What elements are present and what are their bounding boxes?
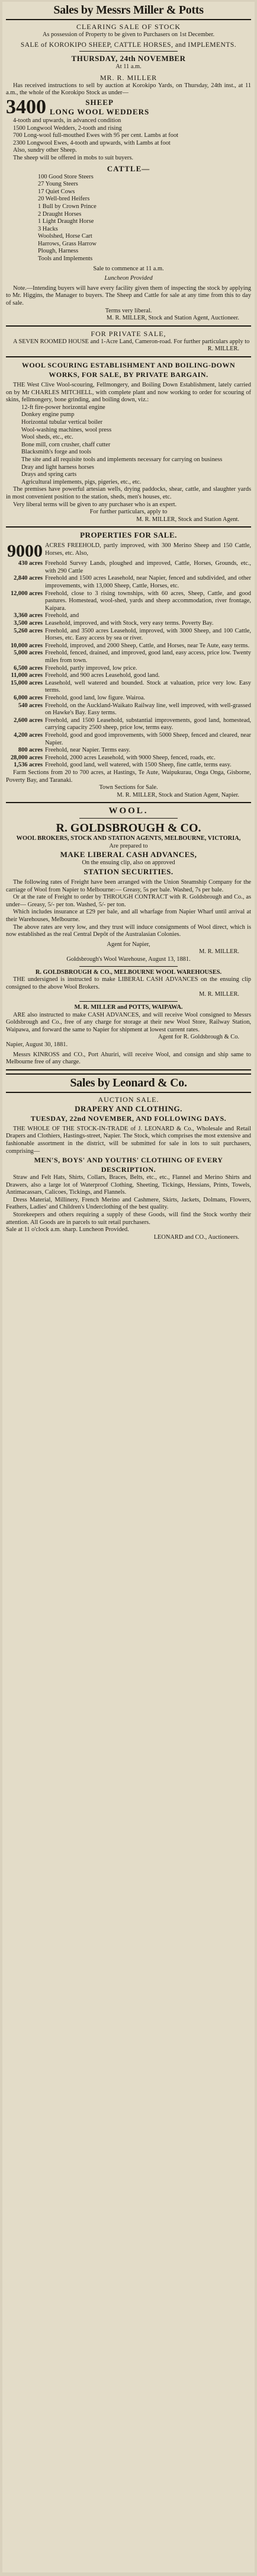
sheep-lines xyxy=(6,117,251,162)
lot-acres: 12,000 acres xyxy=(10,590,43,597)
sheep-block xyxy=(6,97,251,117)
lot-description: Freehold, and 900 acres Leasehold, good land. xyxy=(45,672,160,679)
property-lot xyxy=(6,672,251,680)
lot-acres: 3,360 acres xyxy=(14,612,43,619)
leonard-body-2: Straw and Felt Hats, Shirts, Collars, Braces, Belts, etc., etc., Flannel and Merino Shirts and Drawers, also a large lot of Waterproof Clothing, Sheeting, Tickings, Hessians, Prints, Towels, Antimacassars, Calicoes, Tickings, and Flannels. xyxy=(6,1174,251,1196)
leonard-body-3: Dress Material, Millinery, French Merino and Cashmere, Skirts, Jackets, Dolmans, Flowers, Feathers, Ladies' and Children's Underclothing of the best quality. xyxy=(6,1196,251,1211)
wool-scouring-body-3: Very liberal terms will be given to any purchaser who is an expert. xyxy=(13,501,177,508)
mens-clothing: MEN'S, BOYS' AND YOUTHS' CLOTHING OF EVERY DESCRIPTION. xyxy=(34,1156,223,1174)
lot-description: Leasehold, improved, and with Stock, very easy terms. Poverty Bay. xyxy=(45,620,214,627)
instructions: Has received instructions to sell by auction at Korokipo Yards, on Thursday, 24th inst., at 11 a.m., the whole of the Korokipo Stock as under— xyxy=(6,82,251,97)
signature-3: M. R. MILLER, Stock and Station Agent. xyxy=(136,516,239,523)
cattle-item: 20 Well-bred Heifers xyxy=(38,196,90,203)
signature-2: R. MILLER. xyxy=(207,346,239,353)
signature-1: M. R. MILLER, Stock and Station Agent, Auctioneer. xyxy=(107,315,239,322)
lot-description: Freehold, good land, well watered, with 1500 Sheep, fine cattle, terms easy. xyxy=(45,762,232,769)
wool-scouring-head: WOOL SCOURING ESTABLISHMENT AND BOILING-DOWN WORKS, FOR SALE, BY PRIVATE BARGAIN. xyxy=(21,361,236,379)
sale-time: At 11 a.m. xyxy=(115,63,142,71)
property-lot xyxy=(6,755,251,762)
auction-sale: AUCTION SALE. xyxy=(98,1095,159,1104)
lot-acres: 3,500 acres xyxy=(14,620,43,627)
cattle-item: Plough, Harness xyxy=(38,248,79,255)
sale-note: Note.—Intending buyers will have every facility given them of inspecting the stock by applying to Mr. Higgins, the Manager to buyers. The Sheep and Cattle for sale at any time from this to day of sale. xyxy=(6,285,251,307)
cattle-item: Woolshed, Horse Cart xyxy=(38,233,92,240)
lot-description: Freehold, partly improved, low price. xyxy=(45,664,137,672)
lot-description: Freehold, close to 3 rising townships, with 60 acres, Sheep, Cattle, and good pastures. Homestead, wool-shed, yards and sheep accommodation, river frontage, Kaipara. xyxy=(45,590,251,612)
wool-scouring-further: For further particulars, apply to xyxy=(89,509,168,516)
lot-description: Leasehold, well watered and bounded. Stock at valuation, price very low. Easy terms. xyxy=(45,679,251,694)
leonard-header: Sales by Leonard & Co. xyxy=(6,1073,251,1093)
lot-description: Freehold, and 3500 acres Leasehold, improved, with 3000 Sheep, and 100 Cattle, Horses, etc. Easy access by sea or river. xyxy=(45,627,251,642)
leonard-body-4: Storekeepers and others requiring a supply of these Goods, will find the Stock worthy their attention. All Goods are in parcels to suit retail purchasers. xyxy=(6,1212,251,1226)
leonard-body: THE WHOLE OF THE STOCK-IN-TRADE of J. LEONARD & Co., Wholesale and Retail Drapers and Clothiers, Hastings-street, Napier. The Stock, which comprises the most extensive and fashionable assortment in the district, will be submitted for sale in lots to suit purchasers, comprising— xyxy=(6,1125,251,1155)
property-lot xyxy=(6,665,251,673)
lot-acres: 6,000 acres xyxy=(14,694,43,701)
sheep-line: 2300 Longwool Ewes, 4-tooth and upwards, with Lambs at foot xyxy=(13,139,171,146)
lot-acres: 11,000 acres xyxy=(11,672,43,679)
works-item: Donkey engine pump xyxy=(21,411,75,418)
waipawa-advances: ARE also instructed to make CASH ADVANCES, and will receive Wool consigned to Messrs Goldsbrough and Co., free of any charge for storage at their new Wool Store, Railway Station, Waipawa, and forward the same to Napier for shipment at lowest current rates. xyxy=(6,1011,251,1033)
sheep-number: 3400 xyxy=(6,95,46,118)
lot-description: Freehold, good land, low figure. Wairoa. xyxy=(45,694,145,701)
sale-date: THURSDAY, 24th NOVEMBER xyxy=(71,54,186,63)
cattle-item: 2 Draught Horses xyxy=(38,210,82,218)
lot-description: Freehold Survey Lands, ploughed and improved, Cattle, Horses, Grounds, etc., with 290 Cattle xyxy=(45,560,251,574)
signature-5: M. R. MILLER. xyxy=(199,991,239,998)
lot-acres: 430 acres xyxy=(18,560,43,567)
property-lot xyxy=(6,747,251,755)
sheep-caption: SHEEP xyxy=(85,97,114,107)
sale-commence: Sale to commence at 11 a.m. xyxy=(93,265,164,272)
property-lot xyxy=(6,620,251,628)
freight-contract: Or at the rate of Freight to order by THROUGH CONTRACT with R. Goldsbrough and Co., as under— Greasy, 5/- per ton. Washed, 5/- per ton. xyxy=(6,894,251,908)
works-item: Blacksmith's forge and tools xyxy=(21,449,91,456)
goldsbrough-firm: R. GOLDSBROUGH & CO. xyxy=(56,822,201,835)
cattle-item: Tools and Implements xyxy=(38,255,93,263)
lot-description: Freehold and 1500 acres Leasehold, near Napier, fenced and subdivided, and other improvements, with 13,000 Sheep, Cattle, Horses, etc. xyxy=(45,575,251,590)
works-item: Drays and spring carts xyxy=(21,471,77,478)
works-item: Agricultural implements, pigs, pigeries, etc., etc. xyxy=(21,478,142,485)
sheep-line: 4-tooth and upwards, in advanced condition xyxy=(13,117,121,124)
leonard-date: TUESDAY, 22nd NOVEMBER, AND FOLLOWING DAYS. xyxy=(30,1114,227,1123)
goldsbrough-sub: WOOL BROKERS, STOCK AND STATION AGENTS, MELBOURNE, VICTORIA, xyxy=(16,835,241,842)
luncheon: Luncheon Provided xyxy=(104,275,153,282)
undersigned-advances: THE undersigned is instructed to make LIBERAL CASH ADVANCES on the ensuing clip consigned to the above Wool Brokers. xyxy=(6,976,251,990)
agent-label: Agent for Napier, xyxy=(107,941,150,948)
clear-sub: As possession of Property to be given to Purchasers on 1st December. xyxy=(42,31,215,38)
property-lot xyxy=(6,650,251,664)
lot-acres: 5,260 acres xyxy=(14,627,43,634)
sheep-caption-2: LONG WOOL WEDDERS xyxy=(50,107,150,116)
lot-description: Freehold, fenced, drained, and improved, good land, easy access, price low. Twenty miles from town. xyxy=(45,650,251,664)
leonard-time: Sale at 11 o'clock a.m. sharp. Luncheon Provided. xyxy=(6,1226,129,1233)
property-lot xyxy=(6,680,251,695)
goldsbrough-warehouses: R. GOLDSBROUGH & CO., MELBOURNE WOOL WAREHOUSES. xyxy=(35,969,222,976)
terms: Terms very liberal. xyxy=(105,307,152,314)
signature-6: Agent for R. Goldsbrough & Co. xyxy=(158,1034,239,1041)
property-lot xyxy=(6,542,251,560)
kinross-note: Messrs KINROSS and CO., Port Ahuriri, will receive Wool, and consign and ship same to Melbourne free of any charge. xyxy=(6,1051,251,1066)
properties-further: Town Sections for Sale. xyxy=(99,784,158,791)
lot-acres: 15,000 acres xyxy=(10,679,43,686)
lot-description: Freehold, good and good improvements, with 5000 Sheep, fenced and cleared, near Napier. xyxy=(45,731,251,746)
sheep-line: 1500 Longwool Wedders, 2-tooth and rising xyxy=(13,124,122,132)
works-item: 12-ft fire-power horizontal engine xyxy=(21,404,105,411)
lot-description: Freehold, improved, and 2000 Sheep, Cattle, and Horses, near Te Aute, easy terms. xyxy=(45,642,250,649)
works-item: Dray and light harness horses xyxy=(21,464,94,471)
drapery-clothing: DRAPERY AND CLOTHING. xyxy=(75,1104,182,1113)
cattle-item: 1 Bull by Crown Prince xyxy=(38,203,97,210)
property-lot xyxy=(6,560,251,575)
property-lot xyxy=(6,612,251,620)
cattle-item: 17 Quiet Cows xyxy=(38,188,75,195)
lot-acres: 540 acres xyxy=(18,702,43,709)
signature-4: M. R. MILLER, Stock and Station Agent, Napier. xyxy=(117,791,239,798)
sheep-line: Also, sundry other Sheep. xyxy=(13,147,77,154)
private-sale-body: A SEVEN ROOMED HOUSE and 1-Acre Land, Cameron-road. For further particulars apply to xyxy=(13,338,250,345)
lot-description: ACRES FREEHOLD, partly improved, with 300 Merino Sheep and 150 Cattle, Horses, etc. Also, xyxy=(45,542,251,557)
miller-potts-header: Sales by Messrs Miller & Potts xyxy=(6,2,251,20)
cattle-item: 1 Light Draught Horse xyxy=(38,218,94,225)
lot-description: Freehold, and 1500 Leasehold, substantial improvements, good land, homestead, carrying capacity 2500 sheep, price low, terms easy. xyxy=(45,717,251,731)
sale-head: SALE of KOROKIPO SHEEP, CATTLE HORSES, and IMPLEMENTS. xyxy=(20,41,237,49)
auctioneer-name: MR. R. MILLER xyxy=(99,73,158,82)
agent-sub: Goldsbrough's Wool Warehouse, August 13, 1881. xyxy=(66,956,191,963)
freight-insurance: Which includes insurance at £29 per bale, and all wharfage from Napier Wharf until arrival at their Warehouses, Melbourne. xyxy=(6,909,251,923)
lot-description: Freehold, on the Auckland-Waikato Railway line, well improved, with well-grassed on Hawke's Bay. Easy terms. xyxy=(45,702,251,717)
property-lot xyxy=(6,575,251,590)
works-item: Horizontal tubular vertical boiler xyxy=(21,418,103,426)
signature-7: LEONARD and CO., Auctioneers. xyxy=(153,1233,239,1241)
property-lot xyxy=(6,702,251,717)
cattle-item: 27 Young Steers xyxy=(38,181,78,188)
wool-scouring-body: THE West Clive Wool-scouring, Fellmongery, and Boiling Down Establishment, lately carried on by Mr CHARLES MITCHELL, with complete plant and now working to order for scouring of skins, fellmongery, bone grinding, and boiling down, viz.: xyxy=(6,382,251,404)
property-lot xyxy=(6,628,251,643)
property-lot xyxy=(6,695,251,702)
private-sale-head: FOR PRIVATE SALE, xyxy=(91,329,166,338)
cattle-caption: CATTLE— xyxy=(107,164,150,173)
works-item: The site and all requisite tools and implements necessary for carrying on business xyxy=(21,456,223,463)
properties-head: PROPERTIES FOR SALE. xyxy=(80,530,177,540)
sheep-line: 700 Long-wool full-mouthed Ewes with 95 per cent. Lambs at foot xyxy=(13,132,179,139)
cattle-item: 100 Good Store Steers xyxy=(38,173,94,180)
goldsbrough-pre: Are prepared to xyxy=(109,842,148,849)
property-lot xyxy=(6,717,251,732)
lot-acres: 2,840 acres xyxy=(14,575,43,582)
lot-acres: 9000 xyxy=(7,541,43,561)
date-napier: Napier, August 30, 1881. xyxy=(6,1041,68,1048)
lot-acres: 10,000 acres xyxy=(10,642,43,649)
property-lot xyxy=(6,732,251,747)
sheep-line: The sheep will be offered in mobs to suit buyers. xyxy=(13,154,133,161)
miller-potts-waipawa: M. R. MILLER and POTTS, WAIPAWA. xyxy=(74,1003,183,1011)
property-lot xyxy=(6,762,251,769)
lot-acres: 800 acres xyxy=(18,747,43,754)
freight-rates: The following rates of Freight have been arranged with the Union Steamship Company for the carriage of Wool from Napier to Melbourne:— Greasy, 5s per bale. Washed, 7s per bale. xyxy=(6,879,251,893)
property-lot xyxy=(6,643,251,650)
works-item: Wool sheds, etc., etc. xyxy=(21,434,73,441)
advances-text: On the ensuing clip, also on approved xyxy=(82,859,175,867)
works-item: Bone mill, corn crusher, chaff cutter xyxy=(21,441,111,448)
lot-acres: 2,600 acres xyxy=(14,717,43,724)
works-list xyxy=(6,404,251,487)
cattle-item: Harrows, Grass Harrow xyxy=(38,240,97,247)
station-securities: STATION SECURITIES. xyxy=(83,867,174,877)
lot-acres: 5,000 acres xyxy=(14,650,43,657)
lot-acres: 6,500 acres xyxy=(14,664,43,672)
cash-advances: MAKE LIBERAL CASH ADVANCES, xyxy=(60,850,197,859)
wool-head: WOOL. xyxy=(108,806,149,816)
clear-head: CLEARING SALE OF STOCK xyxy=(76,23,181,31)
property-lot xyxy=(6,590,251,613)
agent-name: M. R. MILLER. xyxy=(199,948,239,955)
cattle-list xyxy=(6,174,251,263)
lot-acres: 1,536 acres xyxy=(14,762,43,769)
lot-description: Freehold, near Napier. Terms easy. xyxy=(45,747,131,754)
lot-acres: 4,200 acres xyxy=(14,731,43,739)
cattle-item: 3 Hacks xyxy=(38,225,58,232)
lot-description: Freehold, and xyxy=(45,612,79,619)
works-item: Wool-washing machines, wool press xyxy=(21,426,112,433)
lot-description: Freehold, 2000 acres Leasehold, with 9000 Sheep, fenced, roads, etc. xyxy=(45,754,216,761)
property-lots xyxy=(6,542,251,769)
freight-note: The above rates are very low, and they trust will induce consignments of Wool direct, which is now established as the real Central Depôt of the Australasian Colonies. xyxy=(6,923,251,938)
properties-tail: Farm Sections from 20 to 700 acres, at Hastings, Te Aute, Waipukurau, Onga Onga, Gisborne, Poverty Bay, and Taranaki. xyxy=(6,769,251,784)
lot-acres: 28,000 acres xyxy=(10,754,43,761)
newspaper-page xyxy=(2,2,255,2572)
wool-scouring-body-2: The premises have powerful artesian wells, drying paddocks, shear, cattle, and slaughter yards in most convenient position to the station, sheds, men's houses, etc. xyxy=(6,486,251,500)
